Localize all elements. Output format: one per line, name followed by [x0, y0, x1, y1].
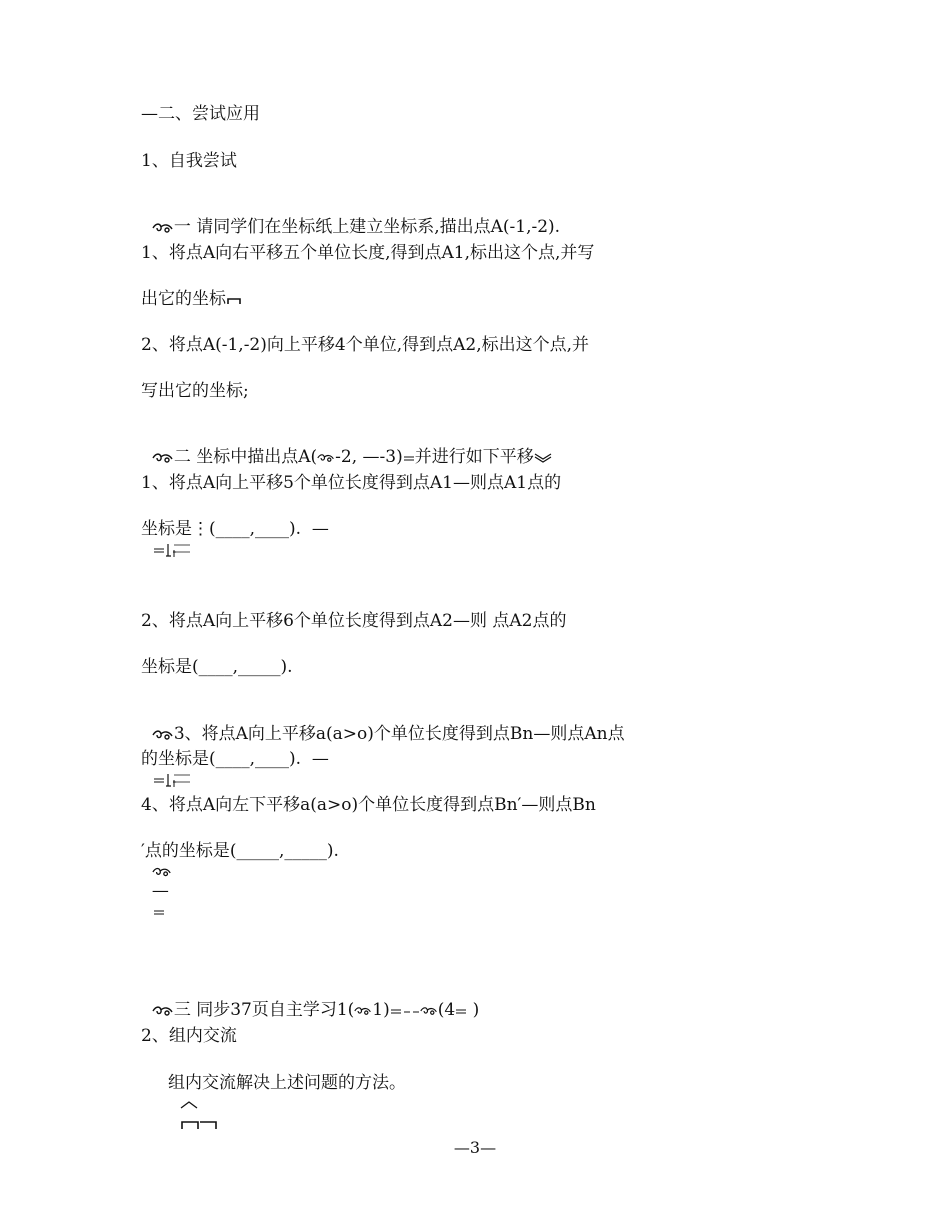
subsection-heading-2: 2、组内交流 [141, 1026, 237, 1046]
caret-mark-icon [179, 1098, 199, 1110]
task-one-text: 一 请同学们在坐标纸上建立坐标系,描出点A(-1,-2). [173, 217, 561, 237]
equals-dash-mark-icon [390, 1006, 420, 1016]
curl-icon [152, 222, 174, 234]
task-one-item-1: 1、将点A向右平移五个单位长度,得到点A1,标出这个点,并写 [141, 243, 595, 263]
task-three-text-a: 三 同步37页自主学习1( [173, 1000, 355, 1020]
equals-mark-icon [403, 453, 415, 463]
task-two-item-4-answer-text: ′点的坐标是(_____,_____). [141, 841, 339, 861]
task-two-item-3-answer [141, 749, 329, 789]
page-number: —3— [453, 1138, 497, 1157]
task-three [141, 980, 479, 1020]
subsection-heading: 1、自我尝试 [141, 151, 237, 171]
iber-tine-mark-icon [166, 541, 192, 559]
task-three-text-c: (4 [437, 1000, 456, 1020]
task-two-text-b: -2, —-3) [335, 447, 403, 467]
task-three-text-b: 1) [372, 1000, 390, 1020]
equals-mark-icon [152, 907, 166, 917]
task-one-item-2: 2、将点A(-1,-2)向上平移4个单位,得到点A2,标出这个点,并 [141, 335, 590, 355]
task-two-item-3 [141, 704, 625, 744]
task-two-item-4: 4、将点A向左下平移a(a>o)个单位长度得到点Bn′—则点Bn [141, 795, 596, 815]
task-three-text-d: ) [467, 1000, 480, 1020]
curl-icon [317, 452, 335, 464]
double-chevron-icon [534, 452, 552, 464]
bracket-mark-icon [226, 294, 242, 306]
curl-icon [420, 1005, 438, 1017]
task-two-item-2: 2、将点A向上平移6个单位长度得到点A2—则 点A2点的 [141, 611, 567, 631]
curl-icon [152, 866, 172, 878]
task-two-item-4-answer [141, 841, 339, 921]
task-one-item-1-cont [141, 289, 242, 309]
equals-mark-icon [455, 1006, 467, 1016]
task-two-item-2-answer: 坐标是(____,_____). [141, 657, 293, 677]
task-two-item-1: 1、将点A向上平移5个单位长度得到点A1—则点A1点的 [141, 473, 562, 493]
task-one-item-2-cont: 写出它的坐标; [141, 381, 249, 401]
curl-icon [152, 1005, 174, 1017]
task-two-intro [141, 427, 552, 467]
iber-tine-mark-icon [166, 771, 192, 789]
task-two-item-3-answer-text: 的坐标是(____,____). — [141, 749, 329, 769]
dash-mark: — [151, 881, 169, 901]
task-two-item-3-text: 3、将点A向上平移a(a>o)个单位长度得到点Bn—则点An点 [173, 724, 625, 744]
task-two-text-a: 二 坐标中描出点A( [173, 447, 318, 467]
equals-mark-icon [152, 545, 166, 555]
task-two-item-1-answer-text: 坐标是⋮(____,____). — [141, 519, 329, 539]
curl-icon [152, 452, 174, 464]
curl-icon [354, 1005, 372, 1017]
double-bracket-mark-icon [179, 1117, 219, 1131]
curl-icon [152, 729, 174, 741]
group-exchange-text [168, 1073, 406, 1133]
task-two-item-1-answer [141, 519, 329, 559]
group-exchange-text-content: 组内交流解决上述问题的方法。 [168, 1073, 406, 1093]
task-two-text-c: 并进行如下平移 [414, 447, 534, 467]
equals-mark-icon [152, 775, 166, 785]
section-heading: —二、尝试应用 [141, 104, 260, 124]
task-one-item-1-cont-text: 出它的坐标 [141, 289, 226, 309]
task-one-intro [141, 197, 560, 237]
